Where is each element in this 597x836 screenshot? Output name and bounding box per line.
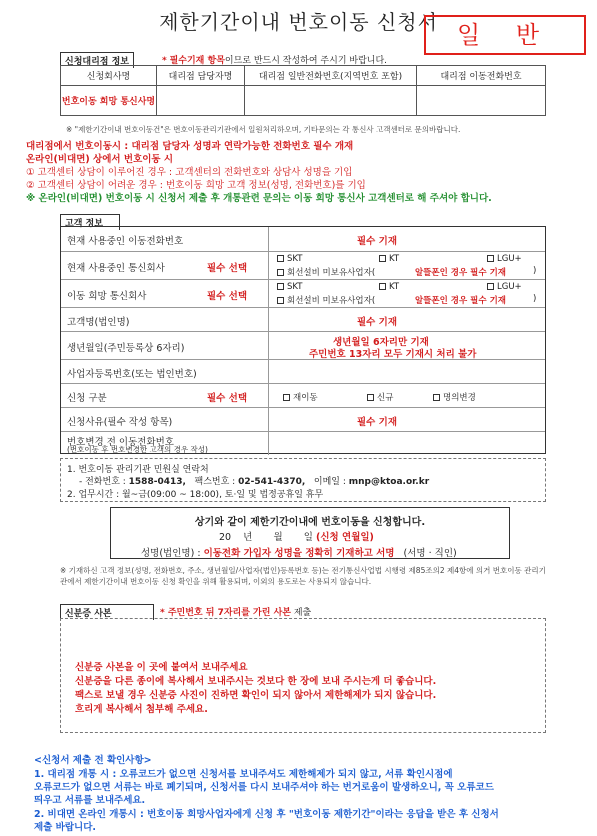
signature-date[interactable]	[219, 529, 374, 543]
instruction-online: 온라인(비대면) 상에서 번호이동 시	[26, 154, 174, 165]
checklist-item1-b: 오류코드가 없으면 서류는 바로 폐기되며, 신청서를 다시 보내주셔야 하는 번거로움이 발생하오니, 꼭 오류코드	[34, 782, 494, 793]
carrier-label: LGU+	[497, 282, 522, 292]
target-carrier-required: 필수 선택	[207, 291, 248, 302]
dealer-manager-name-label: 대리점 담당자명	[157, 66, 245, 86]
current-carrier-lgu[interactable]	[487, 254, 522, 264]
dealer-mobile-label: 대리점 이동전화번호	[417, 66, 546, 86]
checkbox-icon	[277, 297, 284, 304]
contact-hours: 2. 업무시간 : 월~금(09:00 ~ 18:00), 토·일 및 법정공휴일 휴무	[67, 490, 324, 500]
request-reason-label: 신청사유(필수 작성 항목)	[67, 417, 173, 428]
checkbox-icon	[433, 394, 440, 401]
fax-number: 02-541-4370,	[238, 477, 306, 487]
target-carrier-lgu[interactable]	[487, 282, 522, 292]
request-type-re-port[interactable]	[283, 391, 318, 403]
customer-name-required: 필수 기재	[357, 317, 398, 328]
current-number-field[interactable]	[268, 227, 545, 251]
checkbox-icon	[277, 269, 284, 276]
checklist-item2-b: 제출 바랍니다.	[34, 822, 96, 833]
birthdate-label: 생년월일(주민등록상 6자리)	[67, 343, 185, 354]
current-carrier-mvno-required: 알뜰폰인 경우 필수 기재	[415, 268, 506, 278]
dealer-mobile-field[interactable]	[417, 86, 546, 116]
instruction-case2: ② 고객센터 상담이 어려운 경우 : 번호이동 희망 고객 정보(성명, 전화번호)를 기입	[26, 180, 366, 191]
phone-number: 1588-0413,	[128, 477, 186, 487]
target-carrier-kt[interactable]	[379, 282, 399, 292]
request-type-options	[268, 384, 545, 407]
checkbox-icon	[379, 255, 386, 262]
required-label: 필수기재 항목	[169, 56, 225, 66]
signature-required: 이동전화 가입자 성명을 정확히 기재하고 서명	[203, 548, 395, 559]
request-type-row	[61, 383, 545, 407]
request-type-new[interactable]	[367, 391, 393, 403]
current-number-row	[61, 227, 545, 251]
email-label: 이메일 :	[313, 477, 346, 487]
email-address: mnp@ktoa.or.kr	[348, 477, 430, 487]
current-carrier-label: 현재 사용중인 통신회사	[67, 263, 165, 274]
option-label: 명의변경	[443, 393, 476, 403]
dealer-manager-name-field[interactable]	[157, 86, 245, 116]
request-type-name-change[interactable]	[433, 391, 476, 403]
request-reason-required: 필수 기재	[357, 417, 398, 428]
current-carrier-options	[268, 252, 545, 279]
signature-box	[110, 507, 510, 559]
checklist-title: <신청서 제출 전 확인사항>	[34, 755, 152, 766]
business-number-label: 사업자등록번호(또는 법인번호)	[67, 369, 197, 380]
checkbox-icon	[487, 255, 494, 262]
id-copy-note-post: 제출	[293, 608, 312, 618]
checkbox-icon	[277, 255, 284, 262]
checkbox-icon	[379, 283, 386, 290]
target-carrier-options	[268, 280, 545, 307]
id-copy-label: 신분증 사본	[60, 604, 154, 620]
customer-section-label: 고객 정보	[60, 214, 120, 230]
mvno-label: 회선설비 미보유사업자(	[287, 296, 376, 306]
page-title: 제한기간이내 번호이동 신청서	[159, 10, 438, 34]
birthdate-required-2: 주민번호 13자리 모두 기재시 처리 불가	[309, 349, 477, 360]
current-number-required: 필수 기재	[357, 236, 398, 247]
signature-label: 성명(법인명) :	[141, 548, 201, 559]
target-carrier-mvno-required: 알뜰폰인 경우 필수 기재	[415, 296, 506, 306]
date-required: (신청 연월일)	[316, 532, 374, 543]
option-label: 재이동	[293, 393, 318, 403]
target-carrier-skt[interactable]	[277, 282, 303, 292]
mvno-close-paren: )	[533, 294, 537, 304]
current-carrier-mvno[interactable]	[277, 266, 375, 278]
instruction-online-note: ※ 온라인(비대면) 번호이동 시 신청서 제출 후 개통관련 문의는 이동 희망 통신사 고객센터로 해 주셔야 합니다.	[26, 193, 492, 204]
current-carrier-skt[interactable]	[277, 254, 303, 264]
request-type-required: 필수 선택	[207, 393, 248, 404]
carrier-label: LGU+	[497, 254, 522, 264]
birthdate-required-1: 생년월일 6자리만 기재	[333, 337, 429, 348]
checkbox-icon	[487, 283, 494, 290]
dealer-table	[60, 65, 546, 116]
customer-name-label: 고객명(법인명)	[67, 317, 130, 328]
mvno-close-paren: )	[533, 266, 537, 276]
fax-label: 팩스번호 :	[194, 477, 236, 487]
previous-number-label: 번호변경 전 이동전화번호	[67, 437, 174, 448]
customer-name-field[interactable]	[268, 308, 545, 331]
carrier-label: KT	[389, 282, 400, 292]
id-copy-line1: 신분증 사본을 이 곳에 붙여서 보내주세요	[75, 662, 248, 673]
contact-line2	[79, 474, 429, 487]
contact-line1: 1. 번호이동 관리기관 민원실 연락처	[67, 465, 209, 475]
checklist-item1-a: 1. 대리점 개통 시 : 오류코드가 없으면 신청서를 보내주셔도 제한해제가 되지 않고, 서류 확인시점에	[34, 769, 453, 780]
checkbox-icon	[367, 394, 374, 401]
current-carrier-required: 필수 선택	[207, 263, 248, 274]
customer-name-row	[61, 307, 545, 331]
target-carrier-label: 번호이동 희망 통신사명	[61, 86, 157, 116]
required-star: *	[162, 56, 167, 66]
checklist-item2-a: 2. 비대면 온라인 개통시 : 번호이동 희망사업자에게 신청 후 "번호이동 제한기간"이라는 응답을 받은 후 신청서	[34, 809, 499, 820]
request-reason-row	[61, 407, 545, 431]
phone-label: - 전화번호 :	[79, 477, 126, 487]
dealer-section-label: 신청대리점 정보	[60, 52, 134, 68]
previous-number-row	[61, 431, 545, 455]
signature-seal-label: (서명 · 직인)	[403, 548, 457, 559]
current-number-label: 현재 사용중인 이동전화번호	[67, 236, 184, 247]
required-note-text: 이므로 반드시 작성하여 주시기 바랍니다.	[224, 56, 388, 66]
signature-statement: 상기와 같이 제한기간이내에 번호이동을 신청합니다.	[194, 517, 426, 528]
id-copy-line4: 흐리게 복사해서 첨부해 주세요.	[75, 704, 208, 715]
dealer-phone-label: 대리점 일반전화번호(지역번호 포함)	[245, 66, 417, 86]
request-type-label: 신청 구분	[67, 393, 107, 404]
date-text: 20 년 월 일	[219, 532, 313, 543]
checkbox-icon	[277, 283, 284, 290]
carrier-label: SKT	[287, 254, 303, 264]
carrier-label: KT	[389, 254, 400, 264]
target-carrier-row	[61, 279, 545, 307]
mvno-label: 회선설비 미보유사업자(	[287, 268, 376, 278]
business-number-row	[61, 359, 545, 383]
id-copy-line2: 신분증을 다른 종이에 복사해서 보내주시는 것보다 한 장에 보내 주시는게 더 좋습니다.	[75, 676, 437, 687]
previous-number-field[interactable]	[268, 432, 545, 455]
contact-box	[60, 458, 546, 502]
carrier-label: SKT	[287, 282, 303, 292]
dealer-company-name-label: 신청회사명	[61, 66, 157, 86]
request-reason-field[interactable]	[268, 408, 545, 431]
instruction-dealer: 대리점에서 번호이동시 : 대리점 담당자 성명과 연락가능한 전화번호 필수 개재	[26, 141, 354, 152]
checkbox-icon	[283, 394, 290, 401]
instruction-case1: ① 고객센터 상담이 이루어진 경우 : 고객센터의 전화번호와 상담사 성명을 기입	[26, 167, 353, 178]
checklist-item1-c: 띄우고 서류를 보내주세요.	[34, 795, 146, 806]
dealer-phone-field[interactable]	[245, 86, 417, 116]
privacy-note: ※ 기재하신 고객 정보(성명, 전화번호, 주소, 생년월일/사업자(법인)등록번호 등)는 전기통신사업법 시행령 제85조의2 제4항에 의거 번호이동 관리기관에서 제한기간이내 번호이동 신청 확인을 위해 활용되며, 이외의 용도로는 사용되지 않습니다.	[60, 566, 546, 586]
dealer-footnote: ※ "제한기간이내 번호이동건"은 번호이동관리기관에서 일원처리하오며, 기타문의는 각 통신사 고객센터로 문의바랍니다.	[66, 125, 461, 134]
birthdate-field[interactable]	[268, 332, 545, 359]
id-copy-line3: 팩스로 보낼 경우 신분증 사진이 진하면 확인이 되지 않아서 제한해제가 되지 않습니다.	[75, 690, 437, 701]
id-copy-note-required: * 주민번호 뒤 7자리를 가린 사본	[160, 608, 291, 618]
option-label: 신규	[377, 393, 394, 403]
id-copy-area[interactable]	[60, 618, 546, 733]
previous-number-sublabel: (번호이동 후 번호변경한 고객의 경우 작성)	[67, 445, 208, 454]
customer-table	[60, 226, 546, 454]
current-carrier-kt[interactable]	[379, 254, 399, 264]
target-carrier-mvno[interactable]	[277, 294, 375, 306]
current-carrier-row	[61, 251, 545, 279]
business-number-field[interactable]	[268, 360, 545, 383]
category-stamp: 일 반	[424, 15, 586, 55]
birthdate-row	[61, 331, 545, 359]
target-carrier-row-label: 이동 희망 통신회사	[67, 291, 147, 302]
signature-line[interactable]	[141, 545, 457, 559]
id-copy-note	[160, 605, 311, 618]
